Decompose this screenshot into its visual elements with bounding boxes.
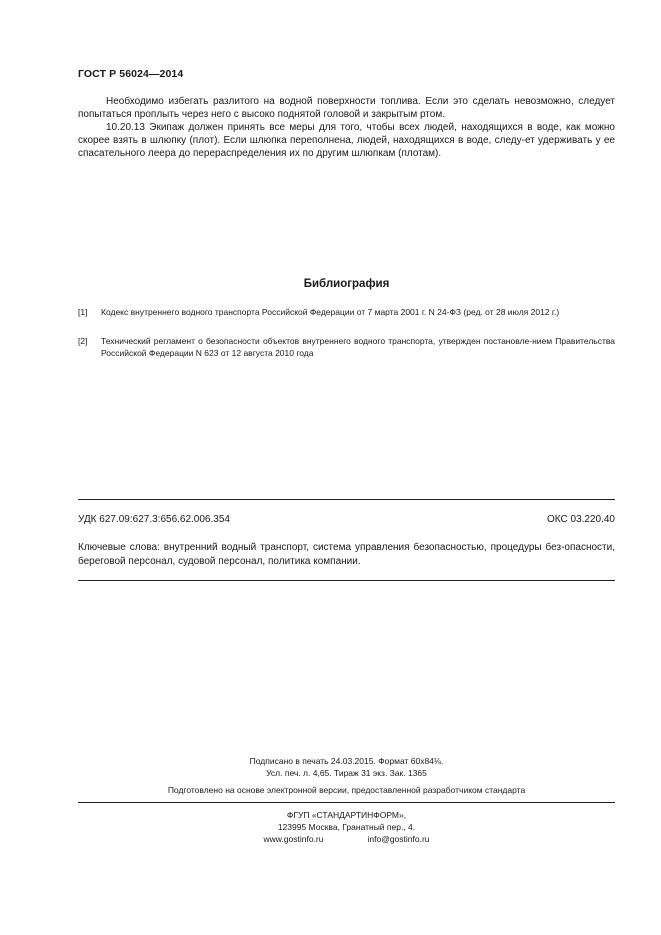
publisher-contacts [78,833,615,845]
bibliography-item-text: Кодекс внутреннего водного транспорта Российской Федерации от 7 марта 2001 г. N 24-ФЗ (ред. от 28 июля 2012 г.) [101,307,560,317]
divider-top [78,499,615,500]
print-info: Усл. печ. л. 4,65. Тираж 31 экз. Зак. 1365 [266,768,427,778]
keywords: Ключевые слова: внутренний водный транспорт, система управления безопасностью, процедуры без-опасности, береговой персонал, судовой персонал, политика компании. [78,542,615,567]
divider-bottom [78,802,615,803]
oks-code: ОКС 03.220.40 [547,514,615,525]
paragraph-fuel [78,95,615,121]
signed-for-print: Подписано в печать 24.03.2015. Формат 60x84⅛. [249,756,444,766]
divider-middle [78,580,615,581]
bibliography-title: Библиография [303,278,390,290]
prepared-note: Подготовлено на основе электронной версии, предоставленной разработчиком стандарта [167,785,526,795]
email-link[interactable]: info@gostinfo.ru [367,834,430,844]
publisher-address: 123995 Москва, Гранатный пер., 4. [277,822,416,832]
bibliography-item-number: [1] [78,307,88,317]
paragraph-fuel-text: Необходимо избегать разлитого на водной поверхности топлива. Если это сделать невозможно, следует попытаться проплыть через него с высоко поднятой головой и закрытым ртом. [78,96,615,120]
udk-code: УДК 627.09:627.3:656.62.006.354 [78,514,230,525]
bibliography-item-text: Технический регламент о безопасности объектов внутреннего водного транспорта, утвержден постановле-нием Правительства Российской Федерации N 623 от 12 августа 2010 года [101,336,615,358]
document-header: ГОСТ Р 56024—2014 [78,68,184,80]
paragraph-10-20-13-text: 10.20.13 Экипаж должен принять все меры для того, чтобы всех людей, находящихся в воде, как можно скорее взять в шлюпку (плот). Если шлюпка переполнена, людей, находящихся в воде, следу-ет удерживать у ее спасательного леера до перераспределения их по другим шлюпкам (плотам). [78,122,615,159]
bibliography-item [78,335,615,359]
website-link[interactable]: www.gostinfo.ru [263,834,324,844]
publisher-name: ФГУП «СТАНДАРТИНФОРМ», [286,810,407,820]
bibliography-item-number: [2] [78,336,88,346]
paragraph-10-20-13 [78,121,615,160]
bibliography-item [78,306,615,318]
